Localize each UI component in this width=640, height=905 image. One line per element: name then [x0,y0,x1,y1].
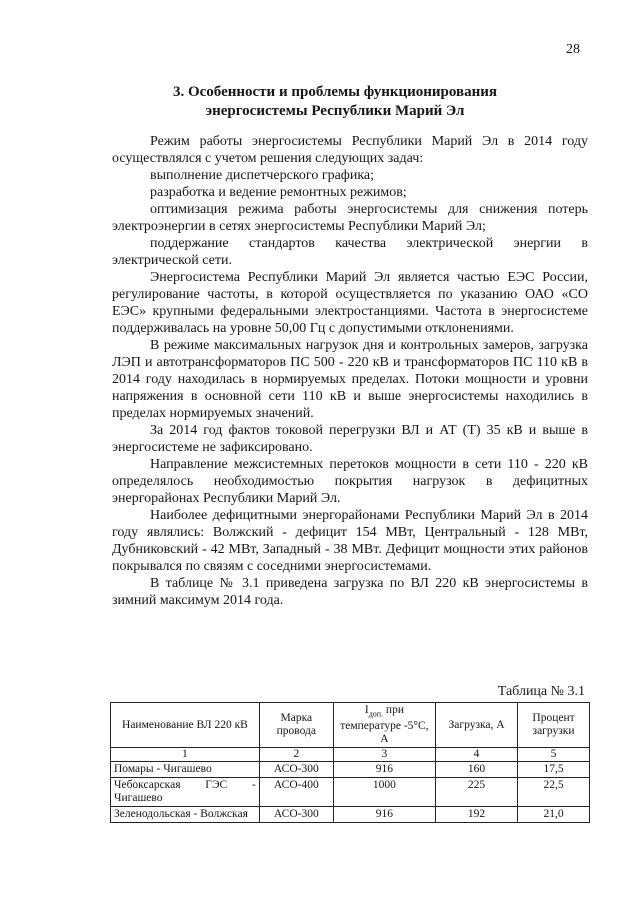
index-cell: 4 [436,748,518,762]
table-row [111,807,590,823]
load-cell: 225 [436,778,518,807]
paragraph-max-loads: В режиме максимальных нагрузок дня и контрольных замеров, загрузка ЛЭП и автотрансформаторов ПС 500 - 220 кВ и трансформаторов ПС 110 кВ в 2014 году находилась в нормируемых пределах. Потоки мощности и уровни напряжения в основной сети 110 кВ и выше энергосистемы находились в пределах нормируемых значений. [112,338,588,421]
paragraph-intro: Режим работы энергосистемы Республики Марий Эл в 2014 году осуществлялся с учетом решения следующих задач: [112,134,588,166]
current-cell: 1000 [333,778,435,807]
line-name-cell: Зеленодольская - Волжская [111,807,260,823]
line-name-cell: Помары - Чигашево [111,762,260,778]
load-cell: 160 [436,762,518,778]
section-title-line-1: 3. Особенности и проблемы функционирования [172,84,498,100]
task-item-dispatch: выполнение диспетчерского графика; [150,168,375,183]
header-current-symbol: I [364,704,369,716]
task-item-quality: поддержание стандартов качества электрической энергии в электрической сети. [112,236,588,268]
section-title-line-2: энергосистемы Республики Марий Эл [205,103,465,119]
header-percent: Процент загрузки [518,703,590,748]
table-index-row [111,748,590,762]
task-item-optimization: оптимизация режима работы энергосистемы для снижения потерь электроэнергии в сетях энергосистемы Республики Марий Эл; [112,202,588,234]
task-item-repair: разработка и ведение ремонтных режимов; [150,185,407,200]
section-title [100,83,570,121]
load-cell: 192 [436,807,518,823]
current-cell: 916 [333,807,435,823]
wire-cell: АСО-300 [259,762,333,778]
table-caption: Таблица № 3.1 [497,684,585,699]
percent-cell: 17,5 [518,762,590,778]
paragraph-flows: Направление межсистемных перетоков мощности в сети 110 - 220 кВ определялось необходимостью покрытия нагрузок в дефицитных энергорайонах Республики Марий Эл. [112,457,588,506]
wire-cell: АСО-300 [259,807,333,823]
paragraph-overload: За 2014 год фактов токовой перегрузки ВЛ и АТ (Т) 35 кВ и выше в энергосистеме не зафиксировано. [112,423,588,455]
line-name-cell: Чебоксарская ГЭС - Чигашево [111,778,260,807]
index-cell: 2 [259,748,333,762]
table-row [111,762,590,778]
table-row [111,778,590,807]
percent-cell: 22,5 [518,778,590,807]
header-name: Наименование ВЛ 220 кВ [111,703,260,748]
header-current [333,703,435,748]
current-cell: 916 [333,762,435,778]
index-cell: 1 [111,748,260,762]
line-load-table [110,702,590,823]
index-cell: 3 [333,748,435,762]
header-current-subscript: доп. [368,709,384,719]
paragraph-frequency: Энергосистема Республики Марий Эл является частью ЕЭС России, регулирование частоты, в которой осуществляется по указанию ОАО «СО ЕЭС» крупными федеральными электростанциями. Частота в энергосистеме поддерживалась на уровне 50,00 Гц с допустимыми отклонениями. [112,270,588,336]
page-number: 28 [566,42,580,57]
wire-cell: АСО-400 [259,778,333,807]
header-current-text: при температуре -5°С, А [340,704,429,746]
paragraph-table-intro: В таблице № 3.1 приведена загрузка по ВЛ 220 кВ энергосистемы в зимний максимум 2014 года. [112,576,588,608]
percent-cell: 21,0 [518,807,590,823]
body-text [112,133,588,609]
index-cell: 5 [518,748,590,762]
table-header-row [111,703,590,748]
header-load: Загрузка, А [436,703,518,748]
paragraph-deficit: Наиболее дефицитными энергорайонами Республики Марий Эл в 2014 году являлись: Волжский - дефицит 154 МВт, Центральный - 128 МВт, Дубниковский - 42 МВт, Западный - 38 МВт. Дефицит мощности этих районов покрывался по связям с соседними энергосистемами. [112,508,588,574]
header-wire: Марка провода [259,703,333,748]
